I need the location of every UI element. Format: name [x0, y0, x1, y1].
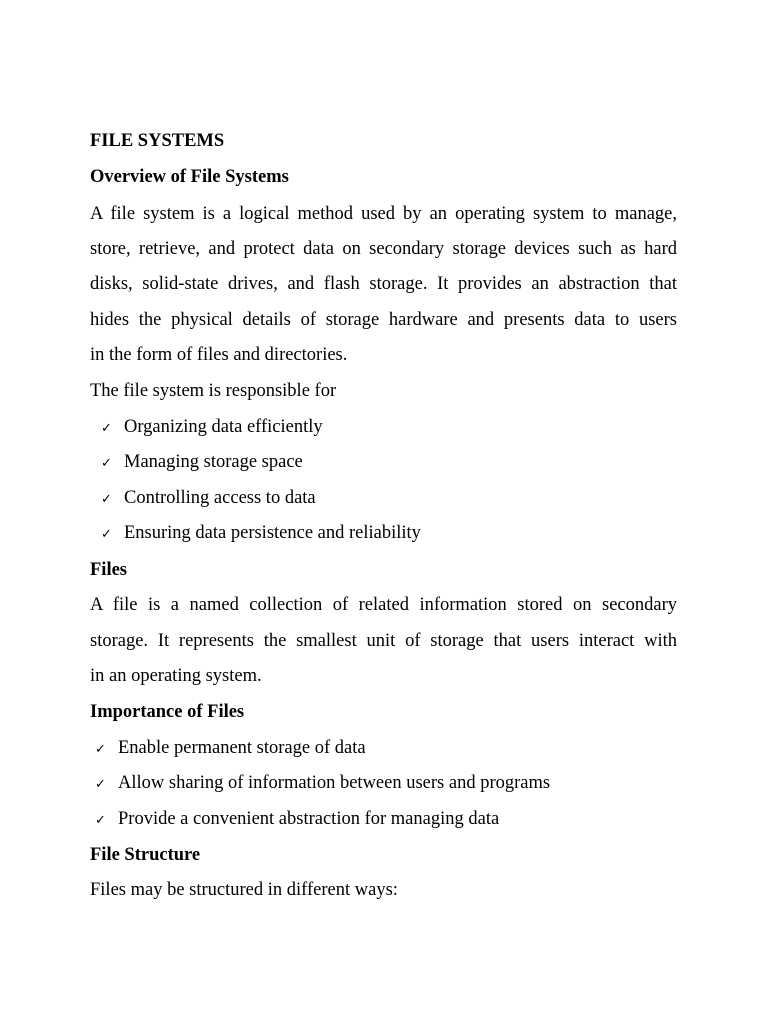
- list-item-text: Allow sharing of information between users and programs: [118, 773, 551, 793]
- list-item-text: Enable permanent storage of data: [118, 738, 366, 758]
- checkmark-icon: ✓: [95, 812, 106, 827]
- list-item-text: Ensuring data persistence and reliability: [124, 523, 421, 543]
- checkmark-icon: ✓: [101, 455, 112, 470]
- overview-paragraph-line: A file system is a logical method used by an operating system to manage,: [90, 204, 677, 224]
- structure-intro: Files may be structured in different ways:: [90, 880, 398, 900]
- files-paragraph-line: storage. It represents the smallest unit of storage that users interact with: [90, 631, 677, 651]
- overview-paragraph-line: store, retrieve, and protect data on secondary storage devices such as hard: [90, 239, 677, 259]
- checkmark-icon: ✓: [101, 420, 112, 435]
- importance-heading: Importance of Files: [90, 702, 245, 722]
- files-paragraph-line: A file is a named collection of related information stored on secondary: [90, 595, 677, 615]
- overview-heading: Overview of File Systems: [90, 167, 289, 187]
- structure-heading: File Structure: [90, 845, 201, 865]
- list-item-text: Provide a convenient abstraction for managing data: [118, 809, 500, 829]
- list-item-text: Controlling access to data: [124, 488, 316, 508]
- overview-paragraph-line: hides the physical details of storage hardware and presents data to users: [90, 310, 677, 330]
- responsibilities-intro: The file system is responsible for: [90, 381, 337, 401]
- checkmark-icon: ✓: [95, 776, 106, 791]
- checkmark-icon: ✓: [101, 491, 112, 506]
- checkmark-icon: ✓: [95, 741, 106, 756]
- page-title: FILE SYSTEMS: [90, 131, 225, 151]
- checkmark-icon: ✓: [101, 526, 112, 541]
- files-heading: Files: [90, 560, 127, 580]
- files-paragraph-line: in an operating system.: [90, 666, 262, 686]
- list-item-text: Organizing data efficiently: [124, 417, 323, 437]
- overview-paragraph-line: in the form of files and directories.: [90, 345, 348, 365]
- list-item-text: Managing storage space: [124, 452, 303, 472]
- overview-paragraph-line: disks, solid-state drives, and flash storage. It provides an abstraction that: [90, 274, 677, 294]
